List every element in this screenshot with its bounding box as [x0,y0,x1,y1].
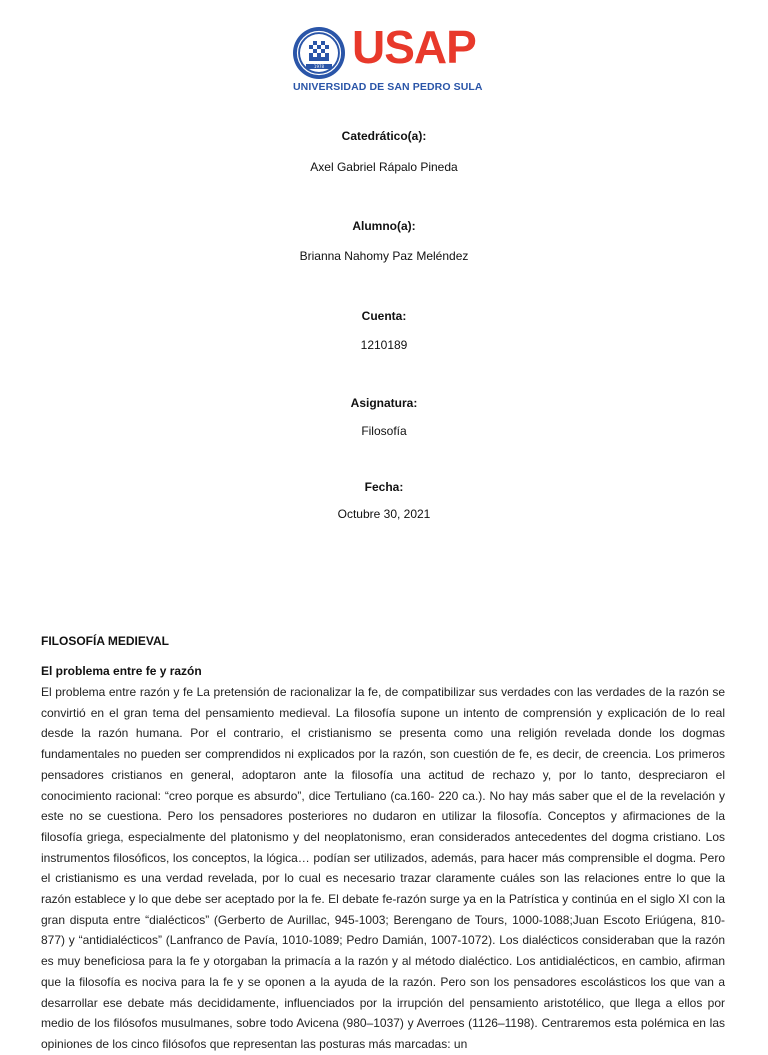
asignatura-label: Asignatura: [350,396,418,410]
section-title: FILOSOFÍA MEDIEVAL [41,634,169,648]
alumno-value: Brianna Nahomy Paz Meléndez [299,249,469,263]
fecha-value: Octubre 30, 2021 [337,507,431,521]
fecha-label: Fecha: [364,480,404,494]
catedratico-value: Axel Gabriel Rápalo Pineda [310,160,458,174]
seal-year: 1978 [313,64,325,69]
university-logo [292,21,483,96]
cuenta-value: 1210189 [360,338,408,352]
university-name: UNIVERSIDAD DE SAN PEDRO SULA [293,81,483,93]
university-seal-icon [292,26,346,80]
brand-name: USAP [352,21,476,73]
catedratico-label: Catedrático(a): [341,129,427,143]
cuenta-label: Cuenta: [361,309,407,323]
asignatura-value: Filosofía [361,424,407,438]
body-paragraph: El problema entre razón y fe La pretensión de racionalizar la fe, de compatibilizar sus verdades con las verdades de la razón se convirtió en el gran tema del pensamiento medieval. La filosofía supone un intento de comprensión y explicación de lo real desde la razón humana. Por el contrario, el cristianismo se presenta como una religión revelada donde los dogmas fundamentales no pueden ser comprendidos ni explicados por la razón, son cuestión de fe, es decir, de creencia. Los primeros pensadores cristianos en general, adoptaron ante la filosofía una actitud de rechazo y, por lo tanto, despreciaron el conocimiento racional: “creo porque es absurdo”, dice Tertuliano (ca.160- 220 ca.). No hay más saber que el de la revelación y este no se cuestiona. Pero los pensadores posteriores no dudaron en utilizar la filosofía. Conceptos y afirmaciones de la filosofía griega, especialmente del platonismo y del neoplatonismo, eran considerados antecedentes del dogma cristiano. Los instrumentos filosóficos, los conceptos, la lógica… podían ser utilizados, además, para hacer más comprensible el dogma. Pero el cristianismo es una verdad revelada, por lo cual es necesario trazar claramente cuáles son las relaciones entre lo que la razón establece y lo que debe ser aceptado por la fe. El debate fe-razón surge ya en la Patrística y continúa en el siglo XI con la gran disputa entre “dialécticos” (Gerberto de Aurillac, 945-1003; Berengano de Tours, 1000-1088;Juan Escoto Eriúgena, 810-877) y “antidialécticos” (Lanfranco de Pavía, 1010-1089; Pedro Damián, 1007-1072). Los dialécticos consideraban que la razón es muy beneficiosa para la fe y otorgaban la primacía a la razón y al método dialéctico. Los antidialécticos, en cambio, afirman que la filosofía es nociva para la fe y se oponen a la ayuda de la razón. Pero son los pensadores escolásticos los que van a desarrollar ese debate más decididamente, influenciados por la irrupción del pensamiento aristotélico, que llega a ellos por medio de los filósofos musulmanes, sobre todo Avicena (980–1037) y Averroes (1126–1198). Centraremos esta polémica en las opiniones de los cinco filósofos que representan las posturas más marcadas: un [41,685,725,1051]
alumno-label: Alumno(a): [352,219,416,233]
subsection-title: El problema entre fe y razón [41,664,202,678]
